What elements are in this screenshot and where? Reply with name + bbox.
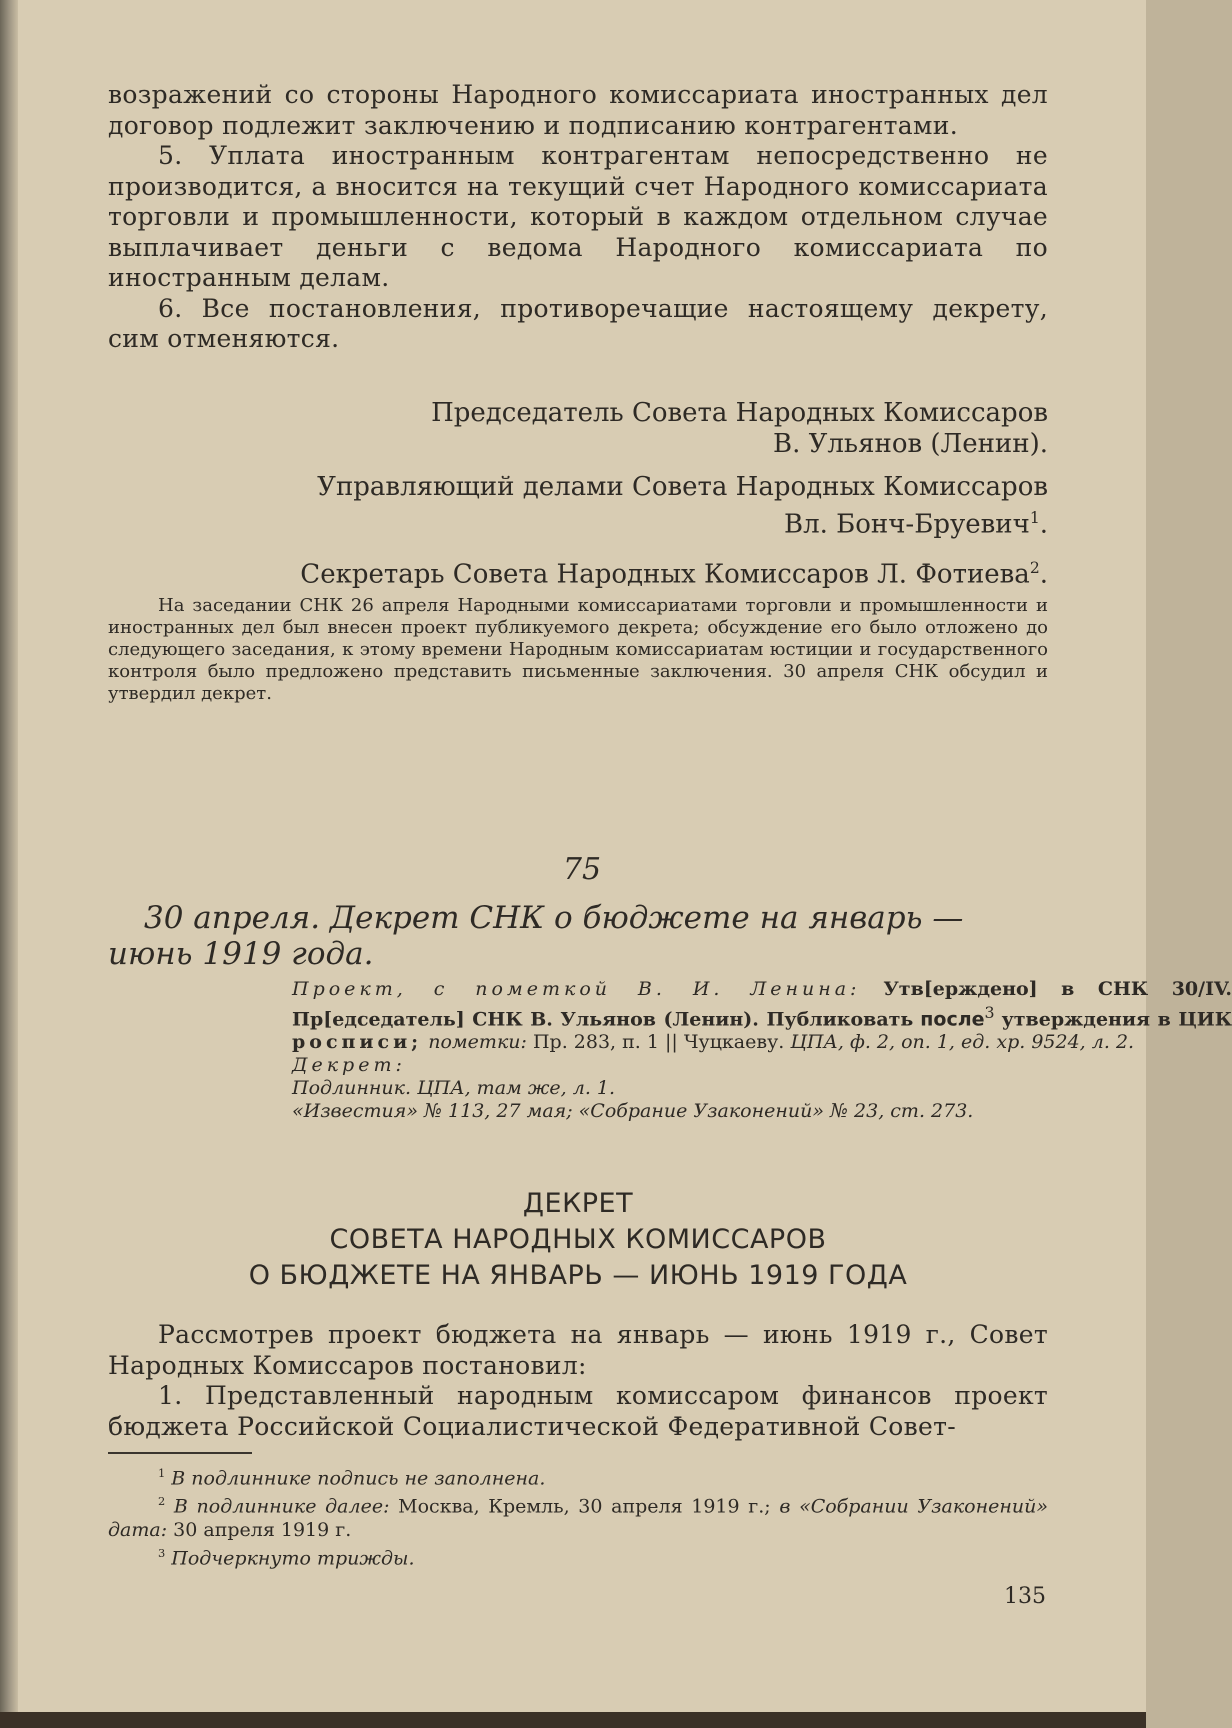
chair-title: Председатель Совета Народных Комиссаров	[431, 398, 1048, 428]
decree-label: Декрет:	[292, 1054, 406, 1077]
footnote-3	[108, 1542, 1048, 1570]
footnote-text: 30 апреля 1919 г.	[173, 1518, 352, 1541]
draft-label: Проект, с пометкой В. И. Ленина:	[292, 978, 861, 1000]
footnote-ref: 1	[1029, 509, 1040, 527]
paragraph-6: 6. Все постановления, противоречащие настоящему декрету, сим отменяются.	[108, 293, 1048, 353]
footnote-number: 2	[158, 1494, 166, 1509]
secretary-line	[108, 553, 1048, 591]
footnote-text: В подлиннике подпись не заполнена.	[171, 1467, 546, 1490]
footnote-ref: 2	[1029, 558, 1040, 577]
note-text: На заседании СНК 26 апреля Народными комиссариатами торговли и промышленности и иностранных дел был внесен проект публикуемого декрета; обсуждение его было отложено до следующего заседания, к этому времени Народным комиссариатам юстиции и государственного контроля было предложено представить письменные заключения. 30 апреля СНК обсудил и утвердил декрет.	[108, 595, 1048, 704]
draft-signature: росписи;	[292, 1031, 423, 1054]
marks-text: Пр. 283, п. 1 || Чуцкаеву.	[532, 1031, 785, 1054]
page-number: 135	[1004, 1584, 1046, 1609]
heading-line: О БЮДЖЕТЕ НА ЯНВАРЬ — ИЮНЬ 1919 ГОДА	[248, 1260, 908, 1291]
original-ref: Подлинник. ЦПА, там же, л. 1.	[292, 1077, 616, 1100]
marks-label: пометки:	[428, 1031, 527, 1054]
book-page	[18, 0, 1232, 1712]
draft-source	[292, 978, 1232, 1054]
decree-heading	[108, 1186, 1048, 1294]
book-spine-shadow	[0, 0, 18, 1728]
document-sources	[108, 978, 1232, 1123]
footnote-number: 1	[158, 1466, 166, 1480]
continuation-paragraph: возражений со стороны Народного комиссариата иностранных дел договор подлежит заключению и подписанию контрагентами.	[108, 80, 1048, 140]
decree-body	[108, 1320, 1048, 1442]
previous-decree-continuation	[108, 80, 1048, 355]
footnote-label: в «Собрании Узаконений» дата:	[108, 1495, 1048, 1541]
draft-text: Утв[ерждено] в СНК 30/IV. Пр[едседатель] СНК В. Ульянов (Ленин). Публиковать	[292, 978, 1232, 1031]
book-edge	[0, 1712, 1146, 1728]
decree-intro: Рассмотрев проект бюджета на январь — июнь 1919 г., Совет Народных Комиссаров постановил:	[108, 1320, 1048, 1380]
footnote-1	[108, 1462, 1048, 1490]
paragraph-5: 5. Уплата иностранным контрагентам непосредственно не производится, а вносится на текущий счет Народного комиссариата торговли и промышленности, который в каждом отдельном случае выплачивает деньги с ведома Народного комиссариата по иностранным делам.	[108, 141, 1048, 292]
footnote-number: 3	[158, 1545, 166, 1560]
editorial-note	[108, 595, 1048, 705]
publications-ref: «Известия» № 113, 27 мая; «Собрание Узаконений» № 23, ст. 273.	[292, 1100, 974, 1123]
heading-line: ДЕКРЕТ	[522, 1188, 634, 1219]
draft-after: после	[920, 1008, 985, 1031]
manager-line	[108, 503, 1048, 541]
footnote-divider	[108, 1452, 252, 1454]
manager-title: Управляющий делами Совета Народных Комиссаров	[317, 472, 1048, 502]
manager-end: .	[1039, 509, 1048, 540]
decree-point-1: 1. Представленный народным комиссаром финансов проект бюджета Российской Социалистической Федеративной Совет-	[108, 1381, 1048, 1441]
archive-ref: ЦПА, ф. 2, оп. 1, ед. хр. 9524, л. 2.	[790, 1031, 1135, 1054]
footnote-ref: 3	[984, 1003, 995, 1022]
chair-name: В. Ульянов (Ленин).	[772, 429, 1048, 459]
footnote-text: Подчеркнуто трижды.	[171, 1546, 415, 1569]
draft-text-2: утверждения в ЦИК	[1001, 1008, 1232, 1031]
document-number: 75	[562, 852, 602, 887]
document-title: 30 апреля. Декрет СНК о бюджете на январь — июнь 1919 года.	[108, 900, 964, 972]
heading-line: СОВЕТА НАРОДНЫХ КОМИССАРОВ	[329, 1224, 827, 1255]
secretary: Секретарь Совета Народных Комиссаров Л. Фотиева	[300, 559, 1030, 590]
footnote-label: В подлиннике далее:	[173, 1495, 390, 1518]
manager-name: Вл. Бонч-Бруевич	[784, 509, 1030, 540]
footnote-text: Москва, Кремль, 30 апреля 1919 г.;	[398, 1495, 771, 1518]
document-title-block	[108, 900, 1048, 972]
footnote-2	[108, 1490, 1048, 1541]
signatures	[108, 398, 1048, 590]
footnotes	[108, 1462, 1048, 1570]
secretary-end: .	[1039, 559, 1048, 590]
